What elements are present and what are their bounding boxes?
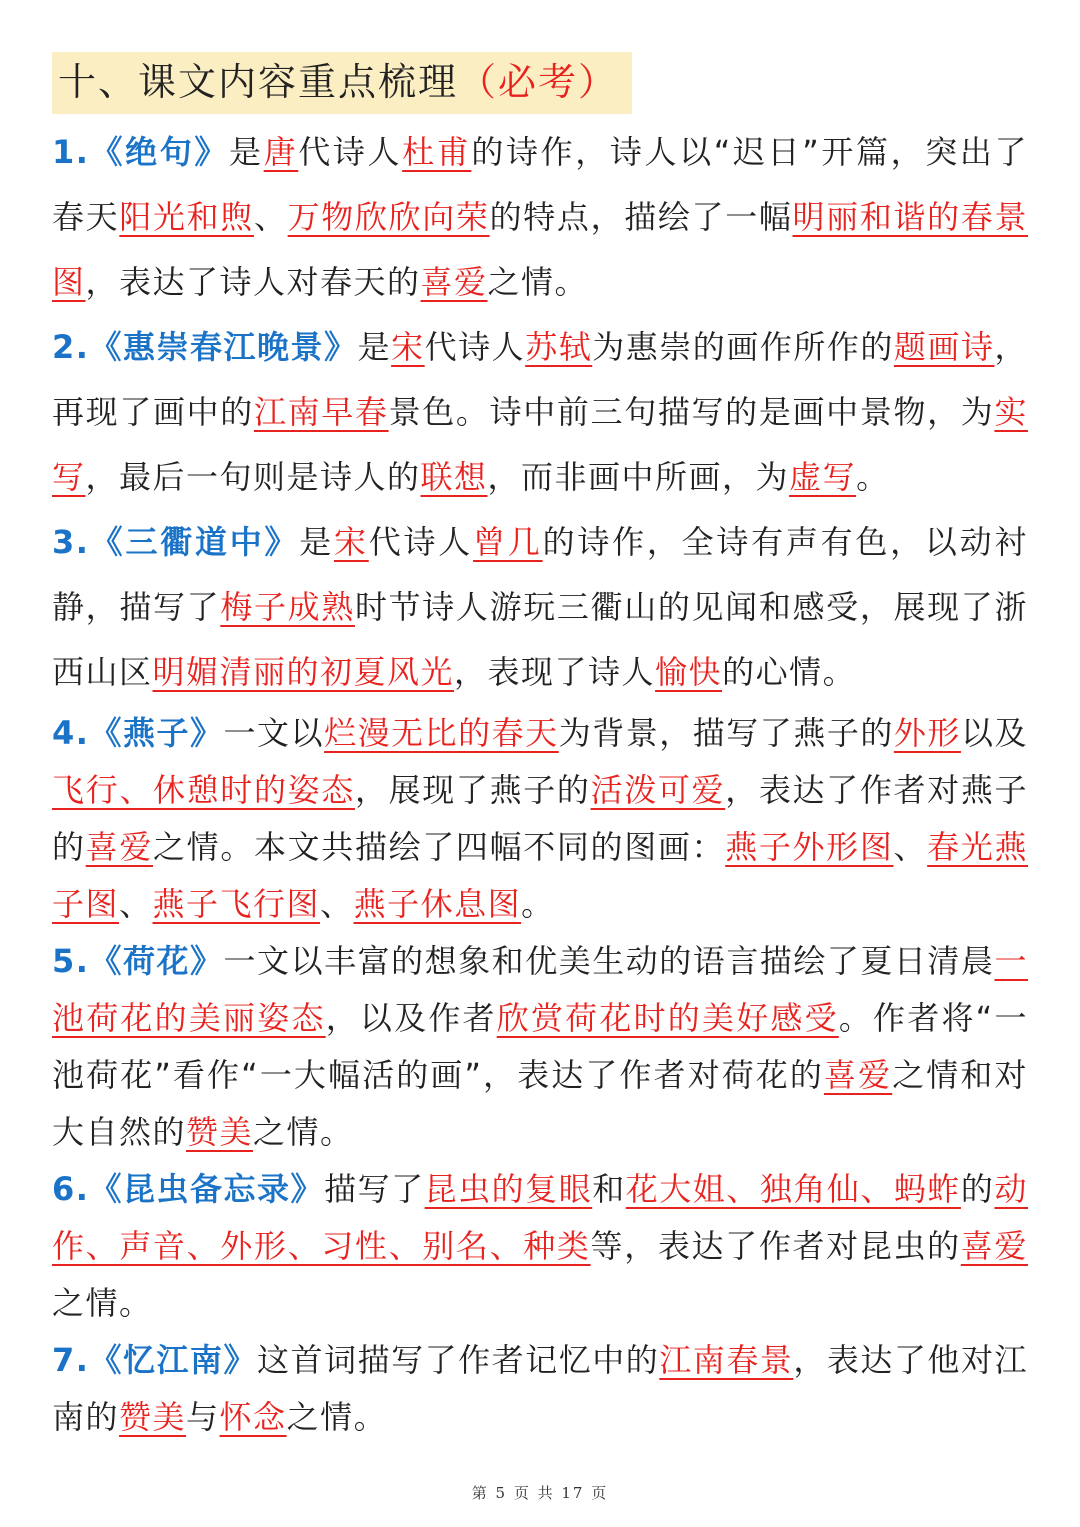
- text-title: 《燕子》: [89, 714, 224, 752]
- body-text: ，表达了诗人对春天的: [85, 263, 421, 301]
- body-text: 与: [186, 1398, 220, 1436]
- section-title: [52, 52, 632, 114]
- key-point: 飞行、休憩时的姿态: [52, 771, 355, 809]
- key-point: 赞美: [119, 1398, 187, 1436]
- section-title-tag: （必考）: [458, 60, 619, 104]
- body-text: ，表现了诗人: [454, 653, 656, 691]
- body-text: ，展现了燕子的: [354, 771, 591, 809]
- list-item: [52, 1332, 1028, 1446]
- key-point: 题画诗: [893, 328, 995, 366]
- key-point: 外形: [893, 714, 961, 752]
- body-text: ，表达了他对江南的: [52, 1341, 1028, 1436]
- body-text: 描写了: [324, 1170, 425, 1208]
- key-point: 喜爱: [85, 828, 153, 866]
- body-text: 的诗作，诗人以“迟日”开篇，突出了春天: [52, 133, 1028, 236]
- body-text: 时节诗人游玩三衢山的见闻和感受，展现了浙西山区: [52, 588, 1028, 691]
- key-point: 杜甫: [402, 133, 472, 171]
- key-point: 实写: [52, 393, 1028, 496]
- body-text: 一文以丰富的想象和优美生动的语言描绘了夏日清晨: [223, 942, 995, 980]
- body-text: ，再现了画中的: [52, 328, 1028, 431]
- body-text: 景色。诗中前三句描写的是画中景物，为: [388, 393, 995, 431]
- key-point: 昆虫的复眼: [424, 1170, 593, 1208]
- item-number: 6.: [52, 1170, 90, 1208]
- key-point: 一池荷花的美丽姿态: [52, 942, 1028, 1037]
- list-item: [52, 933, 1028, 1161]
- list-item: [52, 1161, 1028, 1332]
- body-text: 为背景，描写了燕子的: [558, 714, 894, 752]
- body-text: 的: [960, 1170, 995, 1208]
- text-title: 《荷花》: [89, 942, 224, 980]
- key-point: 喜爱: [420, 263, 488, 301]
- body-text: 、: [320, 885, 354, 923]
- body-text: 这首词描写了作者记忆中的: [257, 1341, 660, 1379]
- key-point: 欣赏荷花时的美好感受: [496, 999, 839, 1037]
- key-point: 燕子飞行图: [152, 885, 321, 923]
- item-number: 3.: [52, 523, 90, 561]
- body-text: ，最后一句则是诗人的: [85, 458, 421, 496]
- body-text: 一文以: [223, 714, 325, 752]
- key-point: 唐: [263, 133, 299, 171]
- body-text: 。: [521, 885, 555, 923]
- item-number: 5.: [52, 942, 90, 980]
- key-point: 动作、声音、外形、习性、别名、种类: [52, 1170, 1028, 1265]
- item-number: 1.: [52, 133, 90, 171]
- key-point: 烂漫无比的春天: [324, 714, 559, 752]
- body-text: 是: [299, 523, 334, 561]
- list-item: [52, 510, 1028, 705]
- body-text: 、: [119, 885, 153, 923]
- body-text: 。: [856, 458, 890, 496]
- page: [52, 52, 1028, 1446]
- body-text: ，而非画中所画，为: [487, 458, 790, 496]
- body-text: 、: [893, 828, 928, 866]
- body-text: 为惠崇的画作所作的: [592, 328, 894, 366]
- key-point: 江南春景: [659, 1341, 794, 1379]
- body-text: ，表达了作者对燕子的: [52, 771, 1028, 866]
- body-text: 和: [592, 1170, 626, 1208]
- key-point: 赞美: [186, 1113, 254, 1151]
- key-point: 苏轼: [525, 328, 593, 366]
- key-point: 宋: [334, 523, 369, 561]
- key-point: 怀念: [219, 1398, 287, 1436]
- body-text: 的特点，描绘了一幅: [489, 198, 793, 236]
- item-number: 4.: [52, 714, 90, 752]
- key-point: 万物欣欣向荣: [287, 198, 490, 236]
- key-point: 明媚清丽的初夏风光: [152, 653, 455, 691]
- page-footer: 第 5 页 共 17 页: [471, 1484, 609, 1502]
- key-point: 燕子休息图: [353, 885, 522, 923]
- body-text: 是: [229, 133, 264, 171]
- key-point: 燕子外形图: [725, 828, 894, 866]
- key-point: 梅子成熟: [220, 588, 355, 626]
- key-point: 江南早春: [253, 393, 389, 431]
- text-title: 《三衢道中》: [89, 523, 300, 561]
- item-number: 7.: [52, 1341, 90, 1379]
- body-text: 以及: [960, 714, 1028, 752]
- body-text: 、: [253, 198, 288, 236]
- body-text: ，以及作者: [325, 999, 497, 1037]
- body-text: 是: [357, 328, 392, 366]
- body-text: 的诗作，全诗有声有色，以动衬静，描写了: [52, 523, 1028, 626]
- key-point: 阳光和煦: [119, 198, 254, 236]
- body-text: 之情和对大自然的: [52, 1056, 1028, 1151]
- body-text: 代诗人: [368, 523, 474, 561]
- list-item: [52, 705, 1028, 933]
- text-title: 《忆江南》: [89, 1341, 258, 1379]
- section-title-main: 十、课文内容重点梳理: [58, 60, 459, 104]
- body-text: 之情。本文共描绘了四幅不同的图画：: [153, 828, 726, 866]
- text-title: 《惠崇春江晚景》: [89, 328, 358, 366]
- list-item: [52, 120, 1028, 315]
- text-title: 《绝句》: [89, 133, 230, 171]
- body-text: 之情。: [253, 1113, 354, 1151]
- key-point: 喜爱: [824, 1056, 893, 1094]
- key-point: 花大姐、独角仙、蚂蚱: [625, 1170, 961, 1208]
- key-point: 明丽和谐的春景图: [52, 198, 1028, 301]
- text-title: 《昆虫备忘录》: [89, 1170, 325, 1208]
- key-point: 喜爱: [960, 1227, 1028, 1265]
- key-point: 联想: [420, 458, 488, 496]
- key-point: 愉快: [655, 653, 723, 691]
- body-text: 的心情。: [722, 653, 857, 691]
- body-text: 等，表达了作者对昆虫的: [590, 1227, 961, 1265]
- summary-list: [52, 120, 1028, 1446]
- body-text: 之情。: [487, 263, 589, 301]
- key-point: 虚写: [789, 458, 857, 496]
- key-point: 曾几: [473, 523, 543, 561]
- body-text: 。作者将“一池荷花”看作“一大幅活的画”，表达了作者对荷花的: [52, 999, 1028, 1094]
- item-number: 2.: [52, 328, 90, 366]
- key-point: 宋: [391, 328, 425, 366]
- key-point: 活泼可爱: [590, 771, 726, 809]
- key-point: 春光燕子图: [52, 828, 1028, 923]
- body-text: 之情。: [52, 1284, 153, 1322]
- body-text: 代诗人: [298, 133, 403, 171]
- list-item: [52, 315, 1028, 510]
- body-text: 之情。: [286, 1398, 388, 1436]
- body-text: 代诗人: [424, 328, 526, 366]
